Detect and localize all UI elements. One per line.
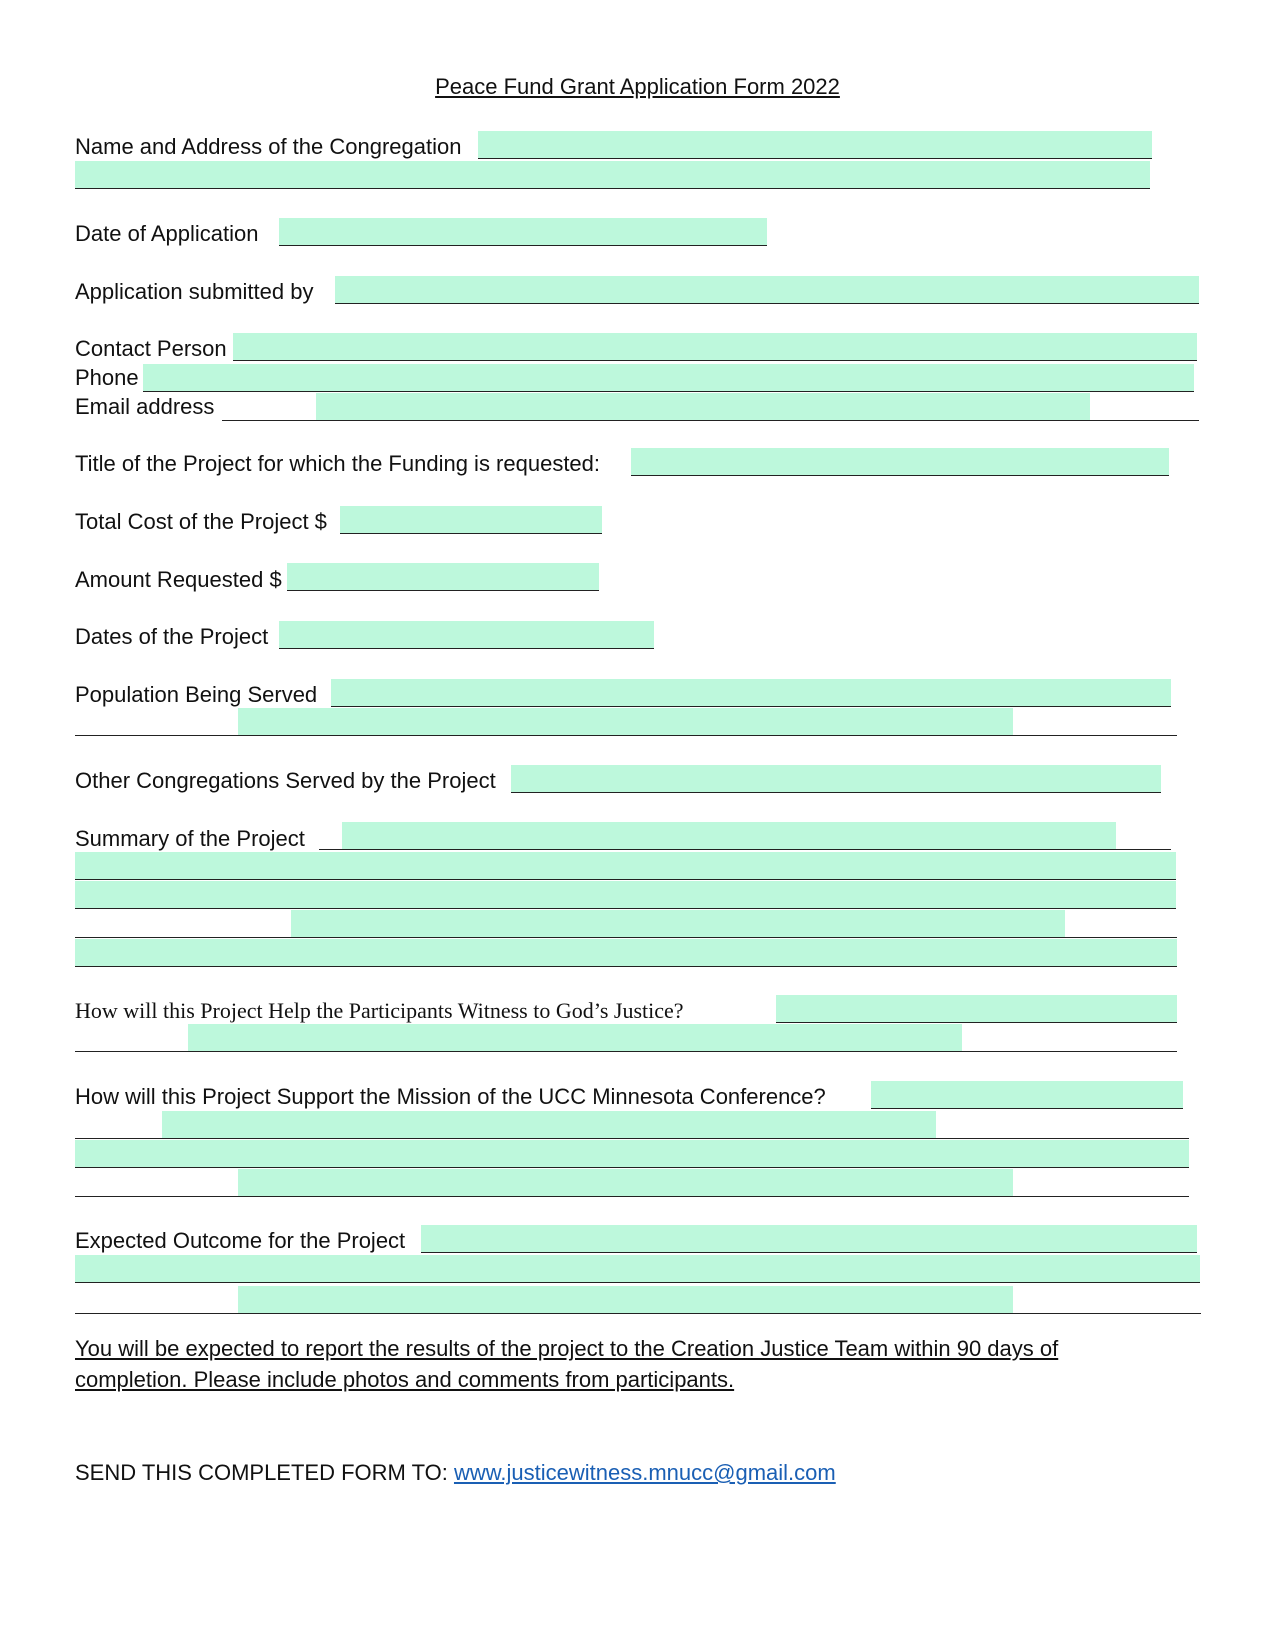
population-label: Population Being Served — [75, 682, 318, 707]
witness-field-line1[interactable] — [776, 995, 1177, 1023]
mission-field-line2[interactable] — [162, 1111, 936, 1139]
contact-person-field[interactable] — [233, 333, 1197, 361]
congregation-field-line2[interactable] — [75, 161, 1150, 189]
submitted-by-label: Application submitted by — [75, 279, 314, 304]
mission-field-line1[interactable] — [871, 1081, 1183, 1109]
outcome-underline-left — [75, 1286, 238, 1314]
other-congregations-label: Other Congregations Served by the Project — [75, 768, 496, 793]
phone-label: Phone — [75, 365, 139, 390]
summary-underline-left — [319, 822, 342, 850]
population-underline-right — [1013, 708, 1177, 736]
mission-underline-line4-left — [75, 1169, 238, 1197]
mission-underline-right — [936, 1111, 1189, 1139]
summary-field-line5[interactable] — [75, 939, 1177, 967]
project-title-label: Title of the Project for which the Funding is requested: — [75, 451, 601, 476]
summary-field-line2[interactable] — [75, 852, 1176, 880]
population-underline-left — [75, 708, 238, 736]
summary-field-line1[interactable] — [342, 822, 1116, 850]
report-note: You will be expected to report the results of the project to the Creation Justice Team within 90 days of completion. Please include photos and comments from participants. — [75, 1336, 1059, 1392]
date-of-application-label: Date of Application — [75, 221, 259, 246]
project-title-field[interactable] — [631, 448, 1169, 476]
amount-requested-field[interactable] — [287, 563, 599, 591]
email-label: Email address — [75, 394, 215, 419]
summary-underline-line4-left — [75, 910, 291, 938]
total-cost-label: Total Cost of the Project $ — [75, 509, 327, 534]
email-field[interactable] — [316, 393, 1090, 421]
congregation-field-line1[interactable] — [478, 131, 1152, 159]
summary-field-line4[interactable] — [291, 910, 1065, 938]
mission-field-line4[interactable] — [238, 1169, 1013, 1197]
phone-field[interactable] — [143, 364, 1194, 392]
summary-underline-right — [1116, 822, 1171, 850]
summary-field-line3[interactable] — [75, 881, 1176, 909]
outcome-field-line1[interactable] — [421, 1225, 1197, 1253]
contact-person-label: Contact Person — [75, 336, 227, 361]
date-of-application-field[interactable] — [279, 218, 767, 246]
mission-field-line3[interactable] — [75, 1140, 1189, 1168]
outcome-underline-right — [1013, 1286, 1201, 1314]
mission-label: How will this Project Support the Mission of the UCC Minnesota Conference? — [75, 1084, 826, 1109]
dates-field[interactable] — [279, 621, 654, 649]
dates-label: Dates of the Project — [75, 624, 269, 649]
submitted-by-field[interactable] — [335, 276, 1199, 304]
witness-label: How will this Project Help the Participants Witness to God’s Justice? — [75, 998, 684, 1023]
outcome-label: Expected Outcome for the Project — [75, 1228, 406, 1253]
outcome-field-line2[interactable] — [75, 1255, 1200, 1283]
send-email-link[interactable]: www.justicewitness.mnucc@gmail.com — [453, 1460, 836, 1485]
summary-underline-line4-right — [1065, 910, 1177, 938]
other-congregations-field[interactable] — [511, 765, 1161, 793]
email-underline-left — [222, 393, 316, 421]
total-cost-field[interactable] — [340, 506, 602, 534]
outcome-field-line3[interactable] — [238, 1286, 1013, 1314]
send-label: SEND THIS COMPLETED FORM TO: — [75, 1460, 448, 1485]
email-underline-right — [1090, 393, 1199, 421]
amount-requested-label: Amount Requested $ — [75, 567, 282, 592]
witness-field-line2[interactable] — [188, 1024, 962, 1052]
population-field-line1[interactable] — [331, 679, 1171, 707]
send-instruction — [75, 1460, 836, 1486]
congregation-label: Name and Address of the Congregation — [75, 134, 462, 159]
witness-underline-left — [75, 1024, 188, 1052]
population-field-line2[interactable] — [238, 708, 1013, 736]
form-title: Peace Fund Grant Application Form 2022 — [435, 74, 840, 99]
witness-underline-right — [962, 1024, 1177, 1052]
summary-label: Summary of the Project — [75, 826, 305, 851]
mission-underline-left — [75, 1111, 162, 1139]
mission-underline-line4-right — [1013, 1169, 1189, 1197]
